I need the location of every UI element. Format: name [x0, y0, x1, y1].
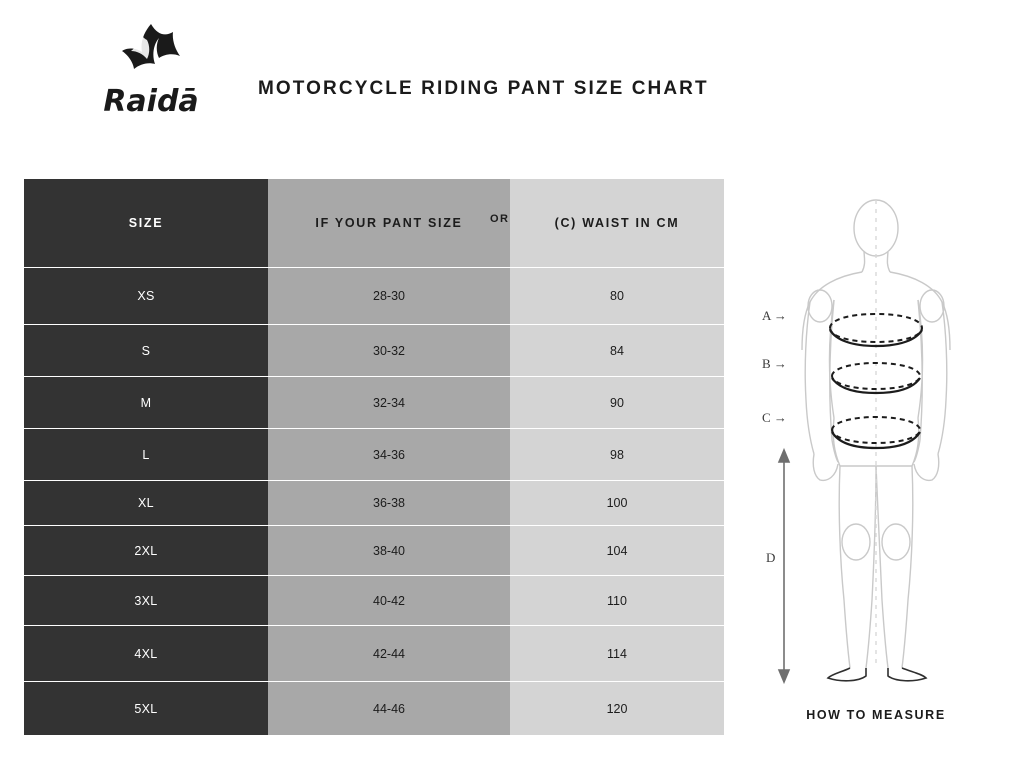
cell-waist: 110	[510, 575, 724, 625]
cell-pant: 32-34	[268, 376, 510, 428]
cell-waist: 90	[510, 376, 724, 428]
cell-size: 4XL	[24, 625, 268, 681]
raida-swirl-logo-icon	[114, 22, 188, 82]
figure-label-c: C →	[762, 410, 787, 425]
cell-pant: 36-38	[268, 480, 510, 525]
table-header-row	[24, 179, 724, 267]
figure-label-a: A →	[762, 308, 787, 323]
cell-pant: 40-42	[268, 575, 510, 625]
cell-size: L	[24, 428, 268, 480]
page-header	[0, 0, 1024, 150]
cell-waist: 98	[510, 428, 724, 480]
cell-size: XS	[24, 267, 268, 324]
page-title: MOTORCYCLE RIDING PANT SIZE CHART	[258, 78, 709, 99]
cell-pant: 38-40	[268, 525, 510, 575]
cell-size: 5XL	[24, 681, 268, 735]
cell-size: XL	[24, 480, 268, 525]
cell-size: M	[24, 376, 268, 428]
column-header-pant-size: IF YOUR PANT SIZE	[268, 179, 510, 267]
table-row	[24, 625, 724, 681]
how-to-measure-caption: HOW TO MEASURE	[806, 708, 946, 722]
cell-size: 3XL	[24, 575, 268, 625]
figure-label-b: B →	[762, 356, 787, 371]
table-row	[24, 324, 724, 376]
cell-waist: 114	[510, 625, 724, 681]
table-body	[24, 267, 724, 735]
table-row	[24, 681, 724, 735]
table-row	[24, 480, 724, 525]
table-row	[24, 376, 724, 428]
size-chart-table	[24, 179, 724, 735]
table-row	[24, 575, 724, 625]
brand-logo	[96, 22, 206, 122]
figure-label-d: D	[766, 550, 776, 565]
how-to-measure-figure	[752, 190, 1000, 690]
cell-size: 2XL	[24, 525, 268, 575]
cell-waist: 80	[510, 267, 724, 324]
column-header-size: SIZE	[24, 179, 268, 267]
cell-pant: 42-44	[268, 625, 510, 681]
brand-name: Raidā	[103, 84, 199, 119]
table-row	[24, 525, 724, 575]
table-row	[24, 428, 724, 480]
mannequin-measurement-diagram-icon	[752, 190, 1000, 690]
cell-pant: 30-32	[268, 324, 510, 376]
cell-pant: 44-46	[268, 681, 510, 735]
cell-waist: 100	[510, 480, 724, 525]
cell-waist: 104	[510, 525, 724, 575]
cell-pant: 34-36	[268, 428, 510, 480]
cell-pant: 28-30	[268, 267, 510, 324]
or-separator-label: OR	[490, 213, 510, 225]
table-row	[24, 267, 724, 324]
column-header-waist-cm: (C) WAIST IN CM	[510, 179, 724, 267]
cell-waist: 84	[510, 324, 724, 376]
cell-waist: 120	[510, 681, 724, 735]
cell-size: S	[24, 324, 268, 376]
